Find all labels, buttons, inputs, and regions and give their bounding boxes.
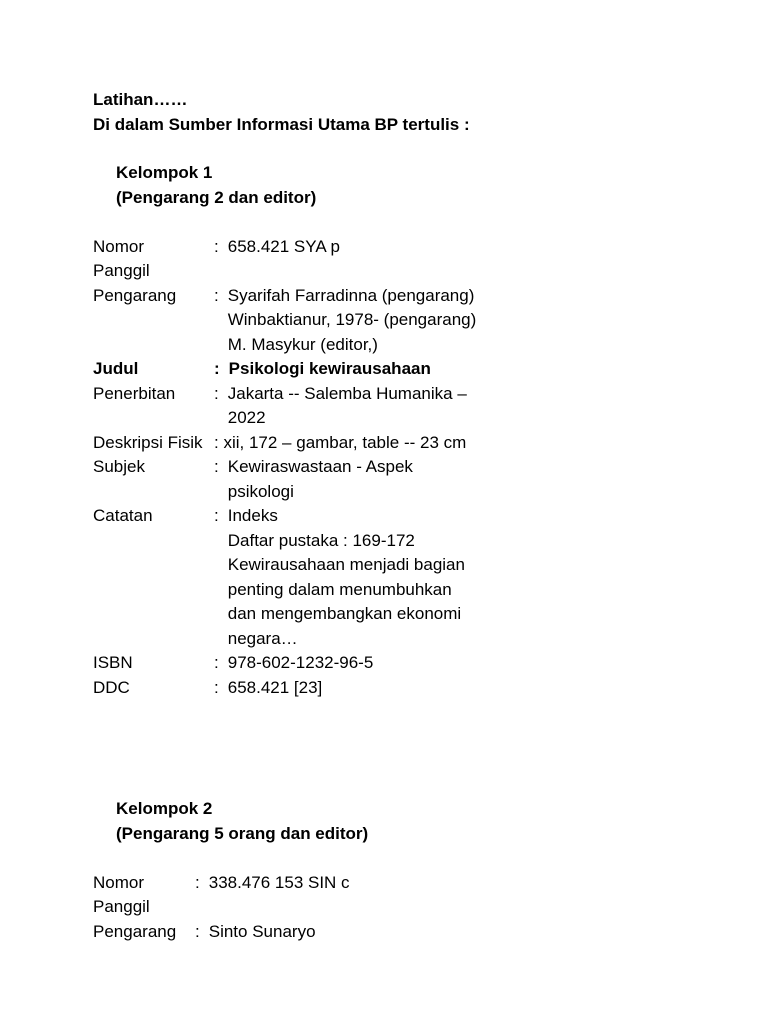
field-value [195, 920, 485, 945]
separator: : [214, 236, 219, 256]
value-text: Sinto Sunaryo [208, 921, 316, 941]
group-2-title [93, 797, 693, 846]
field-label: Subjek [93, 457, 145, 476]
field-label: Judul [93, 359, 139, 378]
record-row-deskripsi [93, 431, 504, 456]
separator: : [214, 677, 219, 697]
record-row-nomor [93, 235, 504, 284]
field-label [93, 871, 195, 920]
value-line: Jakarta -- Salemba Humanika – [227, 383, 467, 403]
value-text [228, 504, 465, 651]
field-label: ISBN [93, 653, 133, 672]
record-row-judul [93, 357, 504, 382]
group-1-subtitle: (Pengarang 2 dan editor) [116, 187, 317, 207]
group-2-subtitle: (Pengarang 5 orang dan editor) [116, 823, 369, 843]
field-value [214, 676, 504, 701]
record-row-catatan [93, 504, 504, 651]
field-value [214, 382, 504, 431]
group-1-record [93, 235, 504, 701]
field-label: DDC [93, 677, 130, 697]
value-text: xii, 172 – gambar, table -- 23 cm [223, 432, 467, 452]
exercise-instruction: Di dalam Sumber Informasi Utama BP tertulis : [93, 114, 470, 134]
record-row-pengarang [93, 284, 504, 358]
value-text: 658.421 [23] [227, 677, 323, 697]
separator: : [214, 457, 219, 476]
value-text [228, 455, 413, 504]
value-line: Kewirausahaan menjadi bagian [227, 555, 465, 574]
group-2-name: Kelompok 2 [116, 799, 213, 818]
value-line: dan mengembangkan ekonomi [227, 604, 462, 623]
record-row-isbn [93, 651, 504, 676]
label-line: Nomor [93, 236, 145, 256]
record-row-nomor [93, 871, 485, 920]
separator: : [214, 383, 219, 403]
document-page [93, 88, 693, 944]
value-text: 978-602-1232-96-5 [227, 653, 374, 672]
label-line: Nomor [93, 872, 145, 892]
separator: : [195, 872, 200, 892]
field-value [214, 235, 504, 284]
record-row-subjek [93, 455, 504, 504]
record-row-ddc [93, 676, 504, 701]
field-label: Penerbitan [93, 383, 176, 403]
value-line: penting dalam menumbuhkan [227, 579, 452, 599]
value-text: 338.476 153 SIN c [208, 872, 350, 892]
separator: : [195, 921, 200, 941]
field-value [214, 651, 504, 676]
separator: : [214, 432, 219, 452]
value-line: Kewiraswastaan - Aspek [227, 457, 413, 476]
field-label: Pengarang [93, 285, 177, 305]
separator: : [214, 653, 219, 672]
record-row-penerbitan [93, 382, 504, 431]
value-line: Daftar pustaka : 169-172 [227, 530, 415, 550]
field-value [195, 871, 485, 920]
exercise-title: Latihan…… [93, 90, 188, 109]
value-line: Indeks [227, 506, 278, 525]
group-1-name: Kelompok 1 [116, 163, 213, 182]
field-value [214, 504, 504, 651]
field-value [214, 431, 504, 456]
group-2-record [93, 871, 485, 945]
field-label: Pengarang [93, 921, 177, 941]
value-text [228, 284, 477, 358]
field-value [214, 357, 504, 382]
field-label: Catatan [93, 506, 153, 525]
separator: : [214, 506, 219, 525]
separator: : [214, 359, 220, 378]
value-line: negara… [227, 628, 298, 648]
label-line: Panggil [93, 897, 150, 916]
value-line: 2022 [227, 408, 266, 427]
field-label [93, 235, 214, 284]
field-value [214, 284, 504, 358]
record-row-pengarang [93, 920, 485, 945]
value-text: 658.421 SYA p [227, 236, 340, 256]
value-line: Winbaktianur, 1978- (pengarang) [227, 310, 477, 329]
separator: : [214, 285, 219, 305]
value-line: Syarifah Farradinna (pengarang) [227, 285, 475, 305]
value-text: Psikologi kewirausahaan [228, 359, 431, 378]
group-1-title [93, 161, 693, 210]
value-text [228, 382, 467, 431]
field-label: Deskripsi Fisik [93, 432, 203, 452]
value-line: psikologi [227, 481, 294, 501]
label-line: Panggil [93, 261, 150, 280]
field-value [214, 455, 504, 504]
value-line: M. Masykur (editor,) [227, 334, 378, 354]
